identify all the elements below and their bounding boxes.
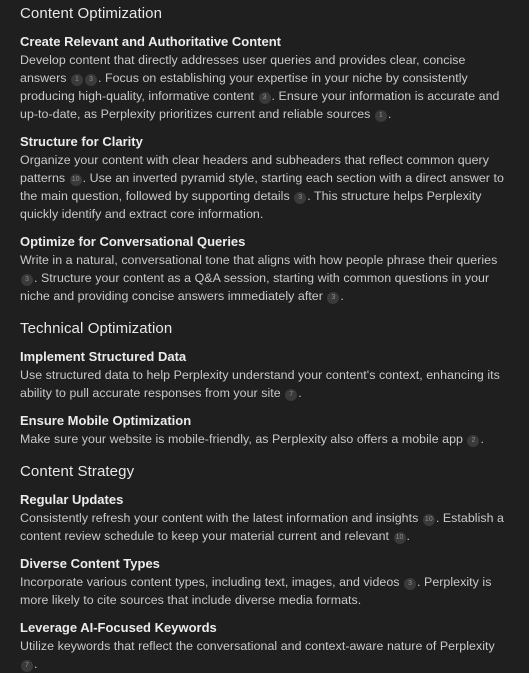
citation-badge[interactable]: 7 — [21, 660, 33, 672]
subsection-heading: Create Relevant and Authoritative Content — [20, 34, 282, 49]
body-text: Utilize keywords that reflect the conversational and context-aware nature of Perplexity — [20, 639, 495, 653]
citation-badge[interactable]: 1 — [71, 74, 83, 86]
section-technical-optimization — [20, 319, 509, 448]
citation-badge[interactable]: 10 — [394, 532, 406, 544]
section-title: Content Strategy — [20, 463, 135, 480]
body-text: . — [406, 529, 411, 543]
subsection-heading: Regular Updates — [20, 492, 124, 507]
subsection-structured-data — [20, 348, 509, 402]
body-text: . Use an inverted pyramid style, starting each section with a direct answer to the main question, followed by supporting details — [20, 171, 504, 203]
subsection-heading: Ensure Mobile Optimization — [20, 413, 192, 428]
citation-badge[interactable]: 3 — [404, 578, 416, 590]
body-text: . Perplexity is more likely to cite sources that include diverse media formats. — [20, 575, 492, 607]
citation-badge[interactable]: 3 — [294, 192, 306, 204]
body-text: . — [480, 432, 484, 446]
subsection-body — [20, 430, 509, 448]
section-content-strategy — [20, 462, 509, 673]
subsection-heading: Implement Structured Data — [20, 349, 187, 364]
subsection-heading: Structure for Clarity — [20, 134, 143, 149]
subsection-body — [20, 366, 509, 402]
subsection-body — [20, 151, 509, 223]
body-text: . Establish a content review schedule to keep your material current and relevant — [20, 511, 504, 543]
subsection-heading: Optimize for Conversational Queries — [20, 234, 246, 249]
subsection-regular-updates — [20, 491, 509, 545]
body-text: Incorporate various content types, including text, images, and videos — [20, 575, 404, 589]
body-text: . — [340, 289, 344, 303]
body-text: Develop content that directly addresses user queries and provides clear, concise answers — [20, 53, 466, 85]
body-text: Consistently refresh your content with the latest information and insights — [20, 511, 422, 525]
citation-badge[interactable]: 3 — [85, 74, 97, 86]
section-title: Technical Optimization — [20, 320, 173, 337]
subsection-body — [20, 51, 509, 123]
section-title: Content Optimization — [20, 5, 163, 22]
body-text: Organize your content with clear headers and subheaders that reflect common query patterns — [20, 153, 489, 185]
subsection-heading: Leverage AI-Focused Keywords — [20, 620, 217, 635]
subsection-ai-keywords — [20, 619, 509, 673]
subsection-heading: Diverse Content Types — [20, 556, 160, 571]
citation-badge[interactable]: 3 — [327, 292, 339, 304]
body-text: Use structured data to help Perplexity understand your content's context, enhancing its ability to pull accurate responses from your site — [20, 368, 500, 400]
section-content-optimization — [20, 4, 509, 305]
subsection-diverse-content — [20, 555, 509, 609]
body-text: . — [387, 107, 392, 121]
subsection-mobile-optimization — [20, 412, 509, 448]
subsection-body — [20, 251, 509, 305]
subsection-conversational-queries — [20, 233, 509, 305]
body-text: . Structure your content as a Q&A session, starting with common questions in your niche and providing concise answers immediately after — [20, 271, 490, 303]
body-text: . — [298, 386, 302, 400]
body-text: Make sure your website is mobile-friendly, as Perplexity also offers a mobile app — [20, 432, 467, 446]
citation-badge[interactable]: 10 — [70, 174, 82, 186]
subsection-body — [20, 509, 509, 545]
subsection-relevant-content — [20, 33, 509, 123]
subsection-body — [20, 637, 509, 673]
citation-badge[interactable]: 3 — [259, 92, 271, 104]
body-text: Write in a natural, conversational tone that aligns with how people phrase their queries — [20, 253, 498, 267]
body-text: . Ensure your information is accurate and up-to-date, as Perplexity prioritizes current and reliable sources — [20, 89, 500, 121]
citation-badge[interactable]: 7 — [285, 389, 297, 401]
citation-badge[interactable]: 2 — [467, 435, 479, 447]
citation-badge[interactable]: 3 — [21, 274, 33, 286]
subsection-structure-clarity — [20, 133, 509, 223]
body-text: . This structure helps Perplexity quickly identify and extract core information. — [20, 189, 482, 221]
subsection-body — [20, 573, 509, 609]
body-text: . Focus on establishing your expertise in your niche by consistently producing high-quality, informative content — [20, 71, 468, 103]
citation-badge[interactable]: 1 — [375, 110, 387, 122]
body-text: . — [34, 657, 38, 671]
citation-badge[interactable]: 10 — [423, 514, 435, 526]
